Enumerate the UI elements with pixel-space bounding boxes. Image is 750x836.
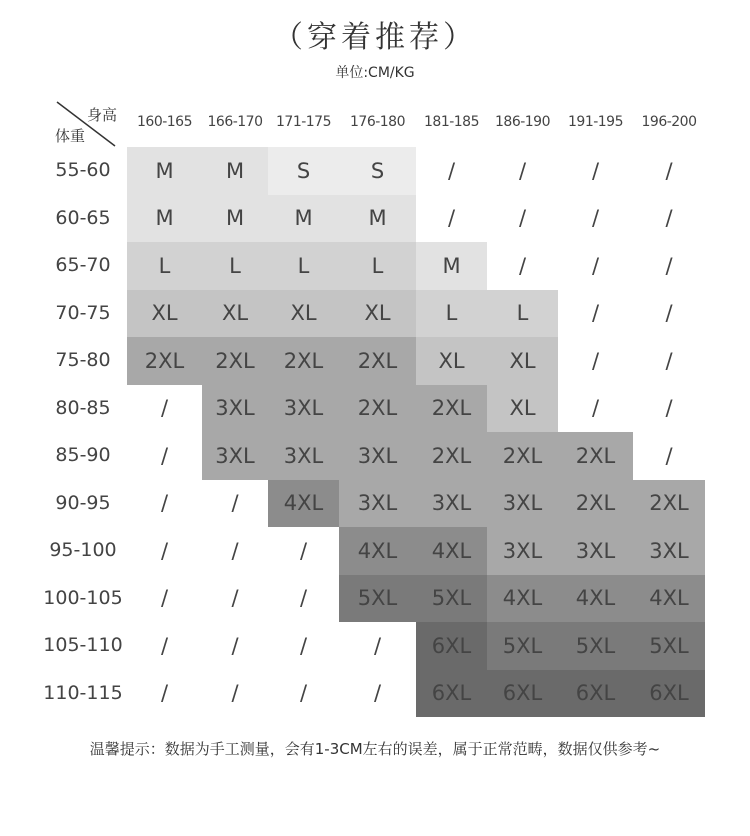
row-header: 75-80 [55, 349, 111, 371]
size-cell: S [268, 147, 339, 195]
size-cell-empty: / [160, 538, 169, 563]
size-cell-empty: / [591, 253, 600, 278]
row-header: 60-65 [55, 206, 111, 229]
size-cell-empty: / [160, 443, 169, 468]
size-cell-empty: / [160, 681, 169, 706]
size-cell-empty: / [518, 253, 527, 278]
size-cell: 3XL [202, 385, 268, 433]
size-cell: L [202, 242, 268, 290]
row-header: 70-75 [55, 301, 111, 324]
size-cell: 3XL [268, 385, 339, 433]
size-cell-empty: / [231, 586, 239, 611]
size-cell-empty: / [591, 348, 600, 373]
row-header: 95-100 [49, 539, 117, 561]
size-cell-empty: / [447, 206, 456, 231]
size-cell-empty: / [665, 206, 673, 231]
size-cell-empty: / [591, 301, 600, 326]
size-cell: 2XL [416, 432, 487, 480]
size-cell: 2XL [558, 480, 633, 528]
size-cell-empty: / [591, 158, 600, 183]
weight-axis-label: 体重 [55, 127, 86, 145]
size-cell: 2XL [339, 385, 416, 433]
size-cell: 4XL [339, 527, 416, 575]
size-cell: M [202, 195, 268, 243]
size-cell-empty: / [231, 633, 239, 658]
size-cell: XL [268, 290, 339, 338]
row-header: 105-110 [43, 634, 123, 656]
size-cell-empty: / [231, 491, 239, 516]
size-cell: L [339, 242, 416, 290]
size-cell-empty: / [591, 206, 600, 231]
size-cell-empty: / [518, 158, 527, 183]
size-cell: M [339, 195, 416, 243]
size-cell: XL [416, 337, 487, 385]
size-cell: 4XL [268, 480, 339, 528]
size-cell: 5XL [633, 622, 705, 670]
size-cell: XL [339, 290, 416, 338]
size-cell: L [487, 290, 558, 338]
column-header: 166-170 [207, 114, 263, 130]
size-cell: 3XL [487, 527, 558, 575]
size-cell: 4XL [558, 575, 633, 623]
size-cell: 3XL [202, 432, 268, 480]
row-header: 100-105 [43, 586, 123, 609]
column-header: 171-175 [276, 114, 331, 130]
size-cell-empty: / [299, 633, 308, 658]
size-cell: XL [202, 290, 268, 338]
size-cell: 3XL [633, 527, 705, 575]
size-cell-empty: / [665, 443, 673, 468]
size-cell: 3XL [339, 432, 416, 480]
size-cell: XL [487, 337, 558, 385]
size-cell: M [416, 242, 487, 290]
size-cell-empty: / [591, 396, 600, 421]
size-cell: M [127, 147, 202, 195]
measurement-note: 温馨提示：数据为手工测量，会有1-3CM左右的误差，属于正常范畴，数据仅供参考~ [89, 740, 661, 758]
size-cell: 3XL [339, 480, 416, 528]
size-cell: 5XL [558, 622, 633, 670]
size-cell: M [268, 195, 339, 243]
size-cell-empty: / [160, 396, 169, 421]
size-cell: 2XL [487, 432, 558, 480]
size-cell: 4XL [633, 575, 705, 623]
size-cell-empty: / [665, 158, 673, 183]
table-corner-header [55, 100, 117, 148]
size-cell: 6XL [416, 622, 487, 670]
size-cell: 5XL [339, 575, 416, 623]
size-cell: 3XL [268, 432, 339, 480]
size-cell-empty: / [160, 491, 169, 516]
size-cell-empty: / [518, 206, 527, 231]
size-cell-empty: / [299, 681, 308, 706]
size-cell-empty: / [447, 158, 456, 183]
size-cell-empty: / [373, 681, 382, 706]
size-cell-empty: / [231, 538, 239, 563]
size-cell: M [202, 147, 268, 195]
size-cell: 3XL [416, 480, 487, 528]
column-header: 160-165 [137, 114, 192, 130]
size-cell-empty: / [299, 586, 308, 611]
size-cell: XL [127, 290, 202, 338]
unit-label: 单位:CM/KG [335, 65, 415, 81]
size-cell-empty: / [665, 253, 673, 278]
size-cell: 2XL [268, 337, 339, 385]
size-cell: 3XL [558, 527, 633, 575]
size-cell-empty: / [160, 633, 169, 658]
size-cell: 2XL [633, 480, 705, 528]
size-cell-empty: / [299, 538, 308, 563]
column-header: 191-195 [568, 114, 623, 130]
column-header: 181-185 [424, 114, 479, 130]
size-cell: 3XL [487, 480, 558, 528]
size-cell: 5XL [487, 622, 558, 670]
size-cell-empty: / [665, 396, 673, 421]
size-cell: 5XL [416, 575, 487, 623]
row-header: 55-60 [55, 159, 111, 181]
row-header: 110-115 [43, 681, 123, 704]
size-cell: 2XL [127, 337, 202, 385]
size-cell: L [268, 242, 339, 290]
row-header: 90-95 [55, 491, 111, 514]
size-cell-empty: / [231, 681, 239, 706]
size-cell: 2XL [339, 337, 416, 385]
size-cell: 6XL [558, 670, 633, 718]
row-header: 85-90 [55, 444, 111, 466]
column-header: 196-200 [641, 114, 697, 130]
size-cell-empty: / [160, 586, 169, 611]
size-cell: L [416, 290, 487, 338]
size-cell: 2XL [202, 337, 268, 385]
size-cell-empty: / [373, 633, 382, 658]
size-cell: 4XL [416, 527, 487, 575]
size-cell: 2XL [416, 385, 487, 433]
size-cell: 4XL [487, 575, 558, 623]
height-axis-label: 身高 [86, 106, 117, 124]
column-header: 186-190 [495, 114, 550, 130]
column-header: 176-180 [350, 114, 405, 130]
size-cell: M [127, 195, 202, 243]
size-cell: S [339, 147, 416, 195]
size-cell: 6XL [416, 670, 487, 718]
size-cell: 6XL [633, 670, 705, 718]
size-cell-empty: / [665, 348, 673, 373]
size-cell: 2XL [558, 432, 633, 480]
size-cell: 6XL [487, 670, 558, 718]
row-header: 65-70 [55, 254, 111, 276]
size-cell-empty: / [665, 301, 673, 326]
row-header: 80-85 [55, 396, 111, 419]
size-cell: XL [487, 385, 558, 433]
size-cell: L [127, 242, 202, 290]
page-title: （穿着推荐） [273, 20, 477, 55]
